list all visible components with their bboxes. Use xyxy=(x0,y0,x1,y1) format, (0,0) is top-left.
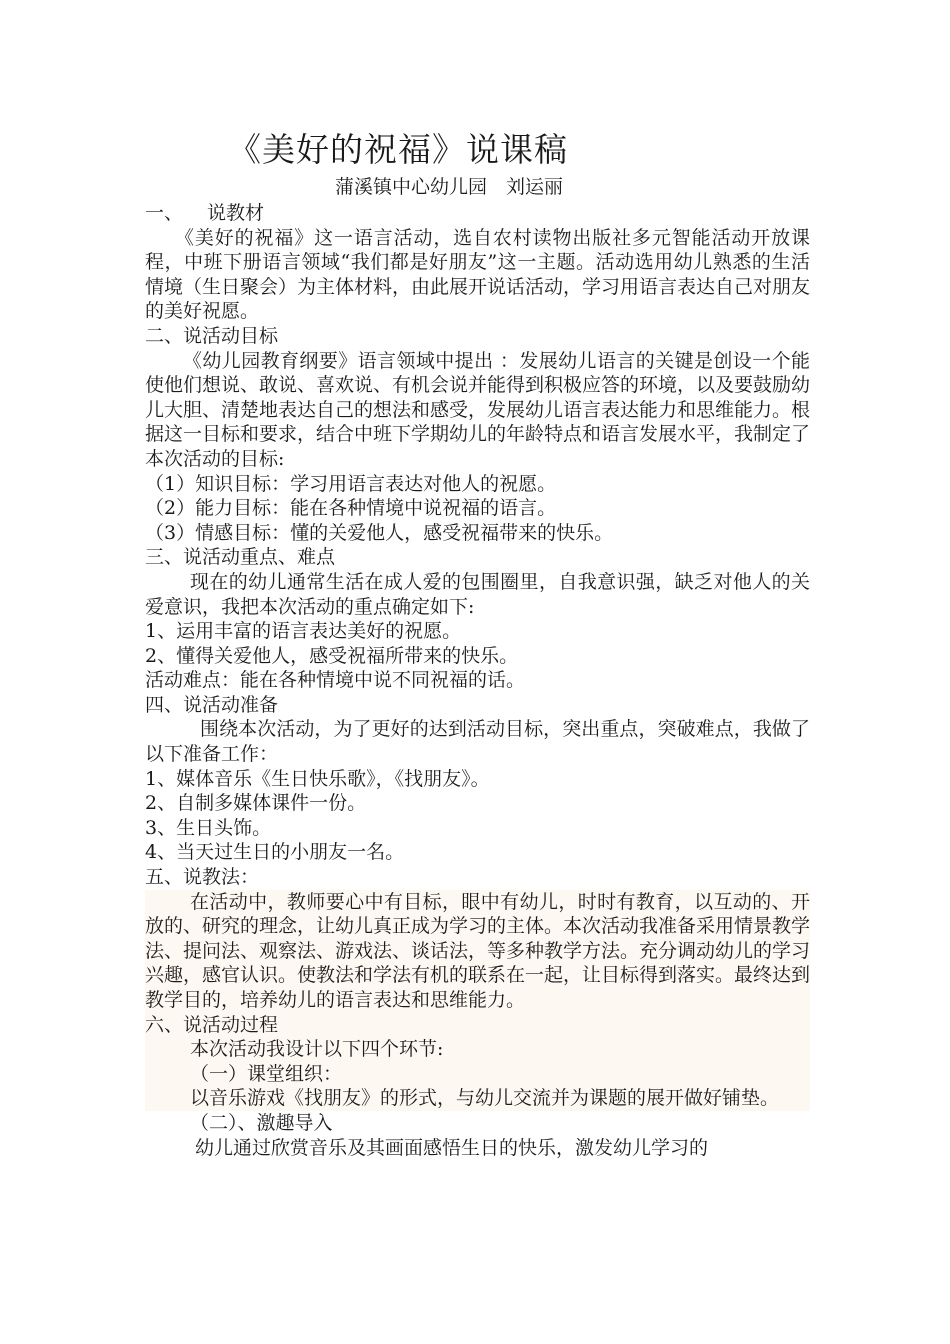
section-heading-3: 三、说活动重点、难点 xyxy=(145,546,336,569)
section-paragraph-4: 围绕本次活动，为了更好的达到活动目标，突出重点，突破难点，我做了以下准备工作： xyxy=(145,718,810,766)
document-body xyxy=(145,201,810,1160)
process-intro: 本次活动我设计以下四个环节: xyxy=(190,1038,444,1061)
section-paragraph-2: 《幼儿园教育纲要》语言领域中提出 ：发展幼儿语言的关键是创设一个能使他们想说、敢说、喜欢说、有机会说并能得到积极应答的环境，以及要鼓励幼儿大胆、清楚地表达自己的想法和感受，发展幼儿语言表达能力和思维能力。根据这一目标和要求，结合中班下学期幼儿的年龄特点和语言发展水平，我制定了本次活动的目标: xyxy=(145,349,811,470)
key-point-item: 2、懂得关爱他人，感受祝福所带来的快乐。 xyxy=(145,644,519,667)
prep-item: 4、当天过生日的小朋友一名。 xyxy=(145,841,405,864)
section-heading-2: 二、说活动目标 xyxy=(145,324,279,347)
section-paragraph-1: 《美好的祝福》这一语言活动，选自农村读物出版社多元智能活动开放课程，中班下册语言领域“我们都是好朋友”这一主题。活动选用幼儿熟悉的生活情境（生日聚会）为主体材料，由此展开说话活动，学习用语言表达自己对朋友的美好祝愿。 xyxy=(145,226,811,323)
section-heading-1 xyxy=(145,201,810,226)
section-paragraph-3: 现在的幼儿通常生活在成人爱的包围圈里，自我意识强，缺乏对他人的关爱意识，我把本次活动的重点确定如下: xyxy=(145,570,810,618)
section-heading-5: 五、说教法： xyxy=(145,866,260,889)
goal-item: （3）情感目标：懂的关爱他人，感受祝福带来的快乐。 xyxy=(145,521,614,544)
prep-item: 3、生日头饰。 xyxy=(145,816,272,839)
difficulty-line: 活动难点：能在各种情境中说不同祝福的话。 xyxy=(145,669,526,692)
author-line: 蒲溪镇中心幼儿园 刘运丽 xyxy=(335,176,564,198)
section-heading-4: 四、说活动准备 xyxy=(145,693,279,716)
prep-item: 1、媒体音乐《生日快乐歌》，《找朋友》。 xyxy=(145,767,490,790)
shaded-block xyxy=(145,890,810,1111)
section-heading-1-number: 一、 xyxy=(145,202,184,224)
prep-item: 2、自制多媒体课件一份。 xyxy=(145,792,367,815)
step-heading-2: （二）、激趣导入 xyxy=(190,1111,333,1134)
step-text-2: 幼儿通过欣赏音乐及其画面感悟生日的快乐，激发幼儿学习的 xyxy=(195,1136,709,1159)
step-text-1: 以音乐游戏《找朋友》的形式，与幼儿交流并为课题的展开做好铺垫。 xyxy=(190,1087,780,1110)
section-paragraph-5: 在活动中，教师要心中有目标，眼中有幼儿，时时有教育，以互动的、开放的、研究的理念，让幼儿真正成为学习的主体。本次活动我准备采用情景教学法、提问法、观察法、游戏法、谈话法，等多种教学方法。充分调动幼儿的学习兴趣，感官认识。使教法和学法有机的联系在一起，让目标得到落实。最终达到教学目的，培养幼儿的语言表达和思维能力。 xyxy=(145,890,811,1011)
step-heading-1: （一）课堂组织： xyxy=(190,1062,343,1085)
document-title: 《美好的祝福》说课稿 xyxy=(228,130,568,169)
section-heading-6: 六、说活动过程 xyxy=(145,1013,279,1036)
key-point-item: 1、运用丰富的语言表达美好的祝愿。 xyxy=(145,620,462,643)
goal-item: （1）知识目标：学习用语言表达对他人的祝愿。 xyxy=(145,472,557,495)
section-heading-1-text: 说教材 xyxy=(207,202,265,224)
goal-item: （2）能力目标：能在各种情境中说祝福的语言。 xyxy=(145,497,557,520)
